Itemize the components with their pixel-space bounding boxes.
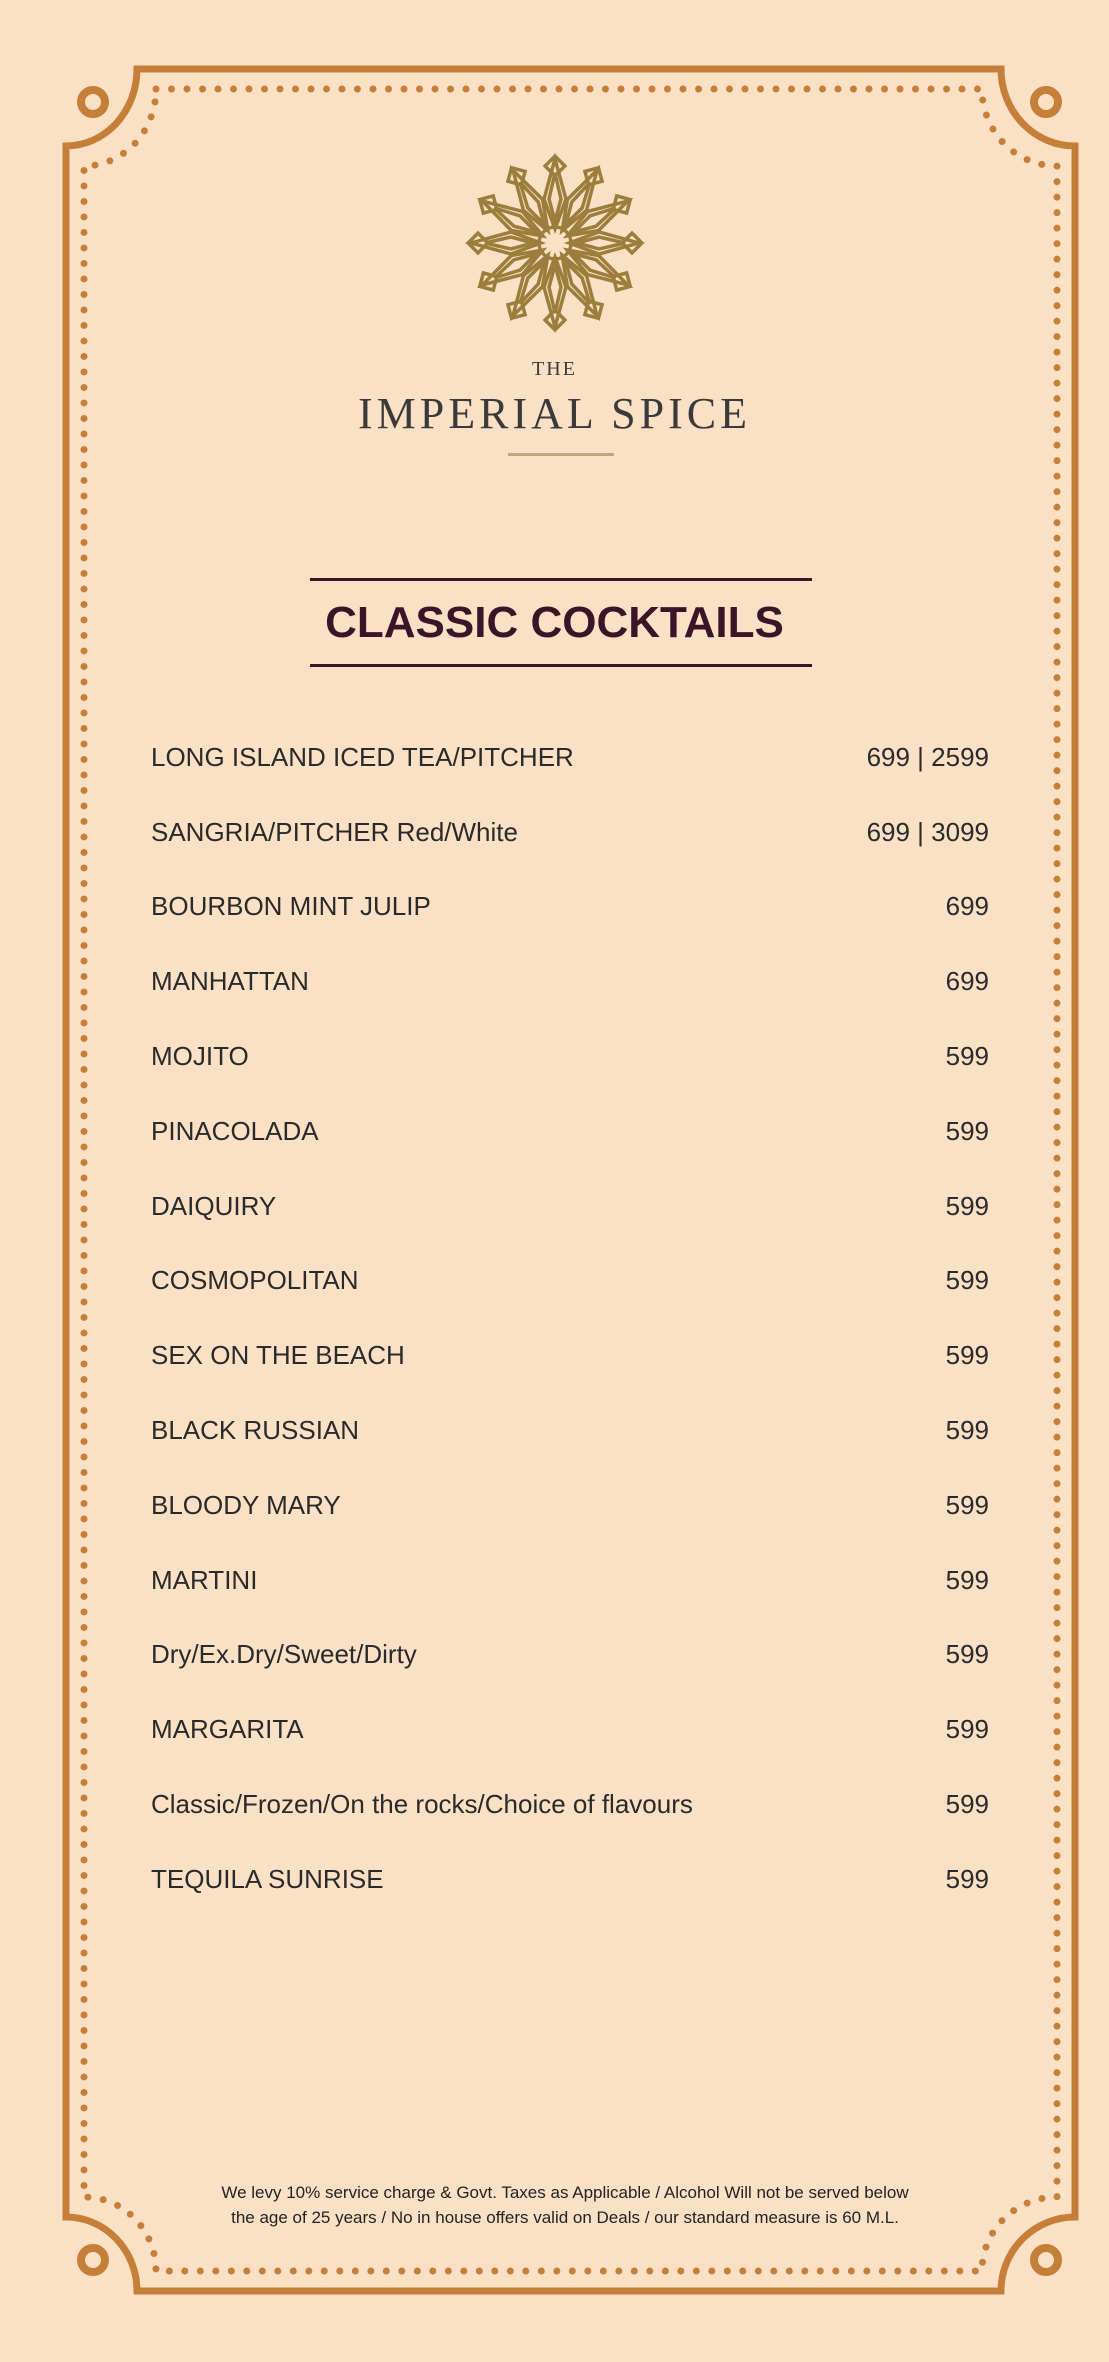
menu-item-price: 599	[945, 1415, 989, 1446]
menu-item-name: MOJITO	[151, 1041, 249, 1072]
menu-item-price: 699	[945, 966, 989, 997]
menu-item	[151, 1169, 989, 1244]
title-rule-top	[310, 578, 812, 581]
menu-item	[151, 1842, 989, 1917]
menu-item-price: 699 | 3099	[866, 816, 989, 847]
petal-diamond	[584, 168, 601, 185]
petal-diamond	[613, 273, 630, 290]
brand-the: THE	[532, 358, 577, 380]
menu-item	[151, 1019, 989, 1094]
menu-item	[151, 720, 989, 795]
menu-item	[151, 1543, 989, 1618]
menu-item	[151, 944, 989, 1019]
petal-diamond	[479, 196, 496, 213]
menu-item-name: LONG ISLAND ICED TEA/PITCHER	[151, 741, 574, 772]
mandala-star-icon	[462, 150, 648, 336]
menu-item-price: 699	[945, 891, 989, 922]
menu-item-price: 599	[945, 1265, 989, 1296]
menu-item-name: COSMOPOLITAN	[151, 1265, 359, 1296]
menu-list	[151, 720, 989, 1917]
menu-item-name: DAIQUIRY	[151, 1190, 277, 1221]
menu-item	[151, 1094, 989, 1169]
menu-item-name: MARGARITA	[151, 1714, 304, 1745]
menu-item-name: BLACK RUSSIAN	[151, 1415, 360, 1446]
menu-item-price: 599	[945, 1489, 989, 1520]
menu-item-price: 599	[945, 1714, 989, 1745]
menu-item-price: 599	[945, 1190, 989, 1221]
corner-ring-2	[1034, 90, 1058, 114]
footer-line-1: We levy 10% service charge & Govt. Taxes as Applicable / Alcohol Will not be served below	[221, 2183, 909, 2202]
footer-line-2: the age of 25 years / No in house offers valid on Deals / our standard measure is 60 M.L.	[231, 2208, 899, 2227]
menu-item	[151, 1618, 989, 1693]
petal-diamond	[584, 301, 601, 318]
corner-ring-4	[1034, 2248, 1058, 2272]
menu-item-price: 599	[945, 1115, 989, 1146]
menu-item	[151, 1767, 989, 1842]
menu-item-name: BOURBON MINT JULIP	[151, 891, 431, 922]
petal-diamond	[479, 273, 496, 290]
corner-ring-3	[81, 2248, 105, 2272]
menu-item	[151, 1393, 989, 1468]
brand-logo	[0, 150, 1109, 336]
menu-item	[151, 870, 989, 945]
brand-divider	[508, 453, 614, 456]
menu-item	[151, 1318, 989, 1393]
menu-item	[151, 795, 989, 870]
footer-note	[150, 2180, 980, 2230]
petal-diamond	[507, 168, 524, 185]
brand-name: IMPERIAL SPICE	[358, 389, 751, 438]
menu-item-name: Dry/Ex.Dry/Sweet/Dirty	[151, 1639, 417, 1670]
menu-item-name: SANGRIA/PITCHER Red/White	[151, 816, 518, 847]
petal-diamond	[507, 301, 524, 318]
menu-item-name: PINACOLADA	[151, 1115, 319, 1146]
menu-item-price: 599	[945, 1789, 989, 1820]
menu-item-name: MARTINI	[151, 1564, 258, 1595]
title-rule-bottom	[310, 664, 812, 667]
menu-item-price: 699 | 2599	[866, 741, 989, 772]
menu-item-price: 599	[945, 1639, 989, 1670]
menu-item-price: 599	[945, 1564, 989, 1595]
petal-diamond	[613, 196, 630, 213]
menu-item-name: TEQUILA SUNRISE	[151, 1863, 384, 1894]
menu-item	[151, 1692, 989, 1767]
menu-item-price: 599	[945, 1041, 989, 1072]
menu-item-name: Classic/Frozen/On the rocks/Choice of flavours	[151, 1789, 693, 1820]
menu-item-name: BLOODY MARY	[151, 1489, 341, 1520]
section-title: CLASSIC COCKTAILS	[325, 598, 784, 647]
menu-item-name: SEX ON THE BEACH	[151, 1340, 405, 1371]
menu-item-price: 599	[945, 1863, 989, 1894]
corner-ring-1	[81, 90, 105, 114]
mandala-group	[468, 156, 642, 330]
menu-item-name: MANHATTAN	[151, 966, 309, 997]
menu-item	[151, 1244, 989, 1319]
menu-item-price: 599	[945, 1340, 989, 1371]
menu-item	[151, 1468, 989, 1543]
